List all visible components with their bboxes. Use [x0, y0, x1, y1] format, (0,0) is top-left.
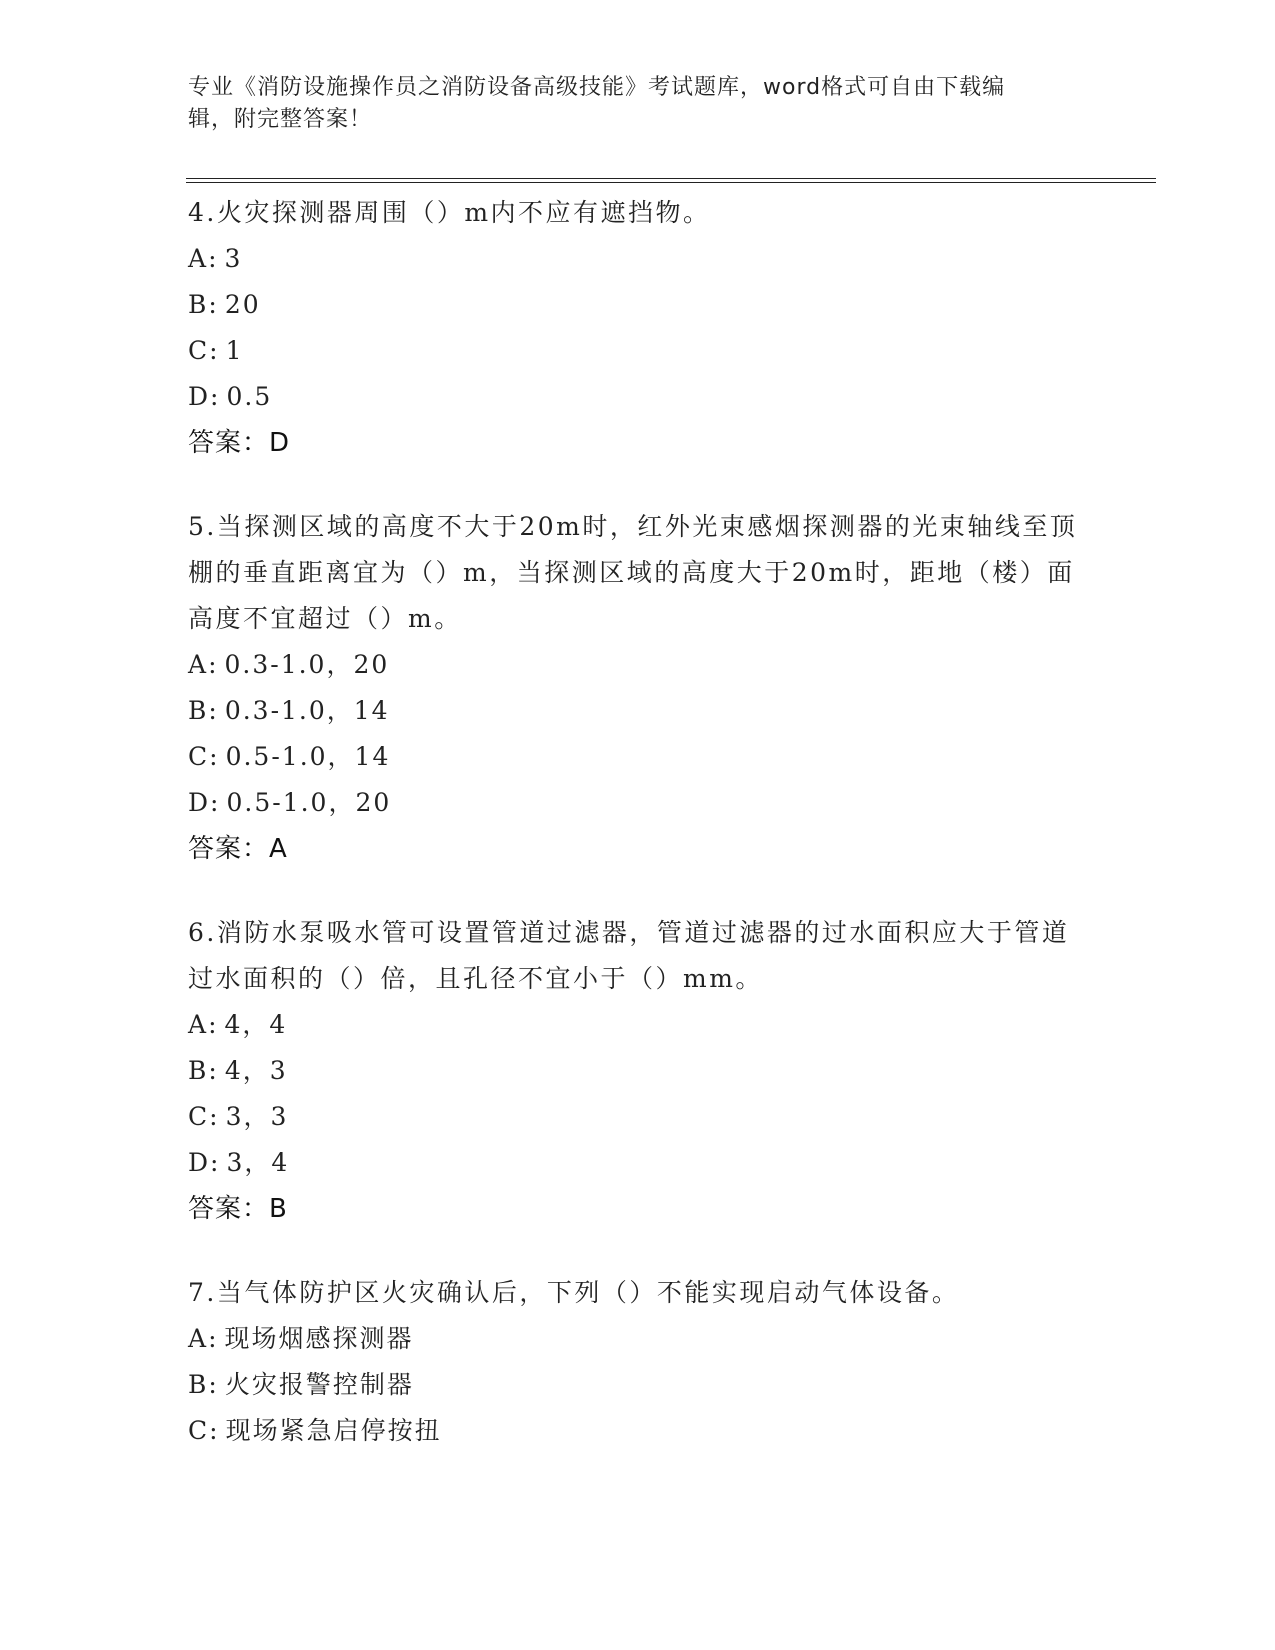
option-text: 4，3 [224, 1056, 288, 1085]
question-stem: 7.当气体防护区火灾确认后，下列（）不能实现启动气体设备。 [188, 1278, 960, 1307]
header-double-rule [186, 178, 1156, 183]
option-key: A [188, 650, 209, 679]
option-key: C [188, 336, 210, 365]
option-b: B: 0.3-1.0，14 [188, 696, 390, 725]
option-a: A: 3 [188, 244, 243, 273]
option-text: 3，4 [226, 1148, 290, 1177]
question-stem: 5.当探测区域的高度不大于20m时，红外光束感烟探测器的光束轴线至顶棚的垂直距离宜为（）m，当探测区域的高度大于20m时，距地（楼）面高度不宜超过（）m。 [188, 512, 1078, 633]
option-text: 3，3 [225, 1102, 289, 1131]
option-key: B [188, 696, 209, 725]
option-text: 火灾报警控制器 [224, 1370, 414, 1399]
option-text: 20 [224, 290, 261, 319]
option-d: D: 3，4 [188, 1148, 290, 1177]
option-c: C: 1 [188, 336, 244, 365]
option-text: 现场烟感探测器 [224, 1324, 414, 1353]
option-key: D [188, 382, 211, 411]
option-key: A [188, 1324, 209, 1353]
option-b: B: 4，3 [188, 1056, 288, 1085]
answer-label: 答案：A [188, 834, 288, 864]
question-4 [188, 190, 1088, 466]
question-7 [188, 1270, 1088, 1454]
answer-label: 答案：D [188, 428, 291, 458]
option-key: B [188, 290, 209, 319]
option-text: 4，4 [224, 1010, 288, 1039]
option-text: 3 [224, 244, 243, 273]
answer-label: 答案：B [188, 1194, 288, 1224]
option-d: D: 0.5-1.0，20 [188, 788, 392, 817]
option-c: C: 0.5-1.0，14 [188, 742, 391, 771]
document-header [188, 72, 1088, 136]
option-d: D: 0.5 [188, 382, 273, 411]
option-c: C: 3，3 [188, 1102, 289, 1131]
option-key: D [188, 788, 211, 817]
question-5 [188, 504, 1088, 872]
question-list [188, 190, 1088, 1492]
option-a: A: 4，4 [188, 1010, 288, 1039]
option-text: 0.3-1.0，20 [224, 650, 390, 679]
option-key: B [188, 1370, 209, 1399]
option-text: 0.3-1.0，14 [224, 696, 390, 725]
option-a: A: 0.3-1.0，20 [188, 650, 390, 679]
option-key: A [188, 1010, 209, 1039]
option-text: 1 [225, 336, 244, 365]
option-text: 0.5-1.0，20 [226, 788, 392, 817]
option-text: 0.5 [226, 382, 273, 411]
question-stem: 6.消防水泵吸水管可设置管道过滤器，管道过滤器的过水面积应大于管道过水面积的（）倍，且孔径不宜小于（）mm。 [188, 918, 1070, 993]
question-6 [188, 910, 1088, 1232]
option-b: B: 火灾报警控制器 [188, 1370, 414, 1399]
header-line-2: 辑，附完整答案！ [188, 107, 373, 132]
question-stem: 4.火灾探测器周围（）m内不应有遮挡物。 [188, 198, 711, 227]
option-key: B [188, 1056, 209, 1085]
option-c: C: 现场紧急启停按扭 [188, 1416, 442, 1445]
option-key: D [188, 1148, 211, 1177]
option-b: B: 20 [188, 290, 261, 319]
header-line-1: 专业《消防设施操作员之消防设备高级技能》考试题库，word格式可自由下载编 [188, 75, 1006, 100]
option-key: A [188, 244, 209, 273]
option-key: C [188, 742, 210, 771]
option-key: C [188, 1102, 210, 1131]
option-a: A: 现场烟感探测器 [188, 1324, 414, 1353]
option-key: C [188, 1416, 210, 1445]
option-text: 现场紧急启停按扭 [225, 1416, 442, 1445]
option-text: 0.5-1.0，14 [225, 742, 391, 771]
